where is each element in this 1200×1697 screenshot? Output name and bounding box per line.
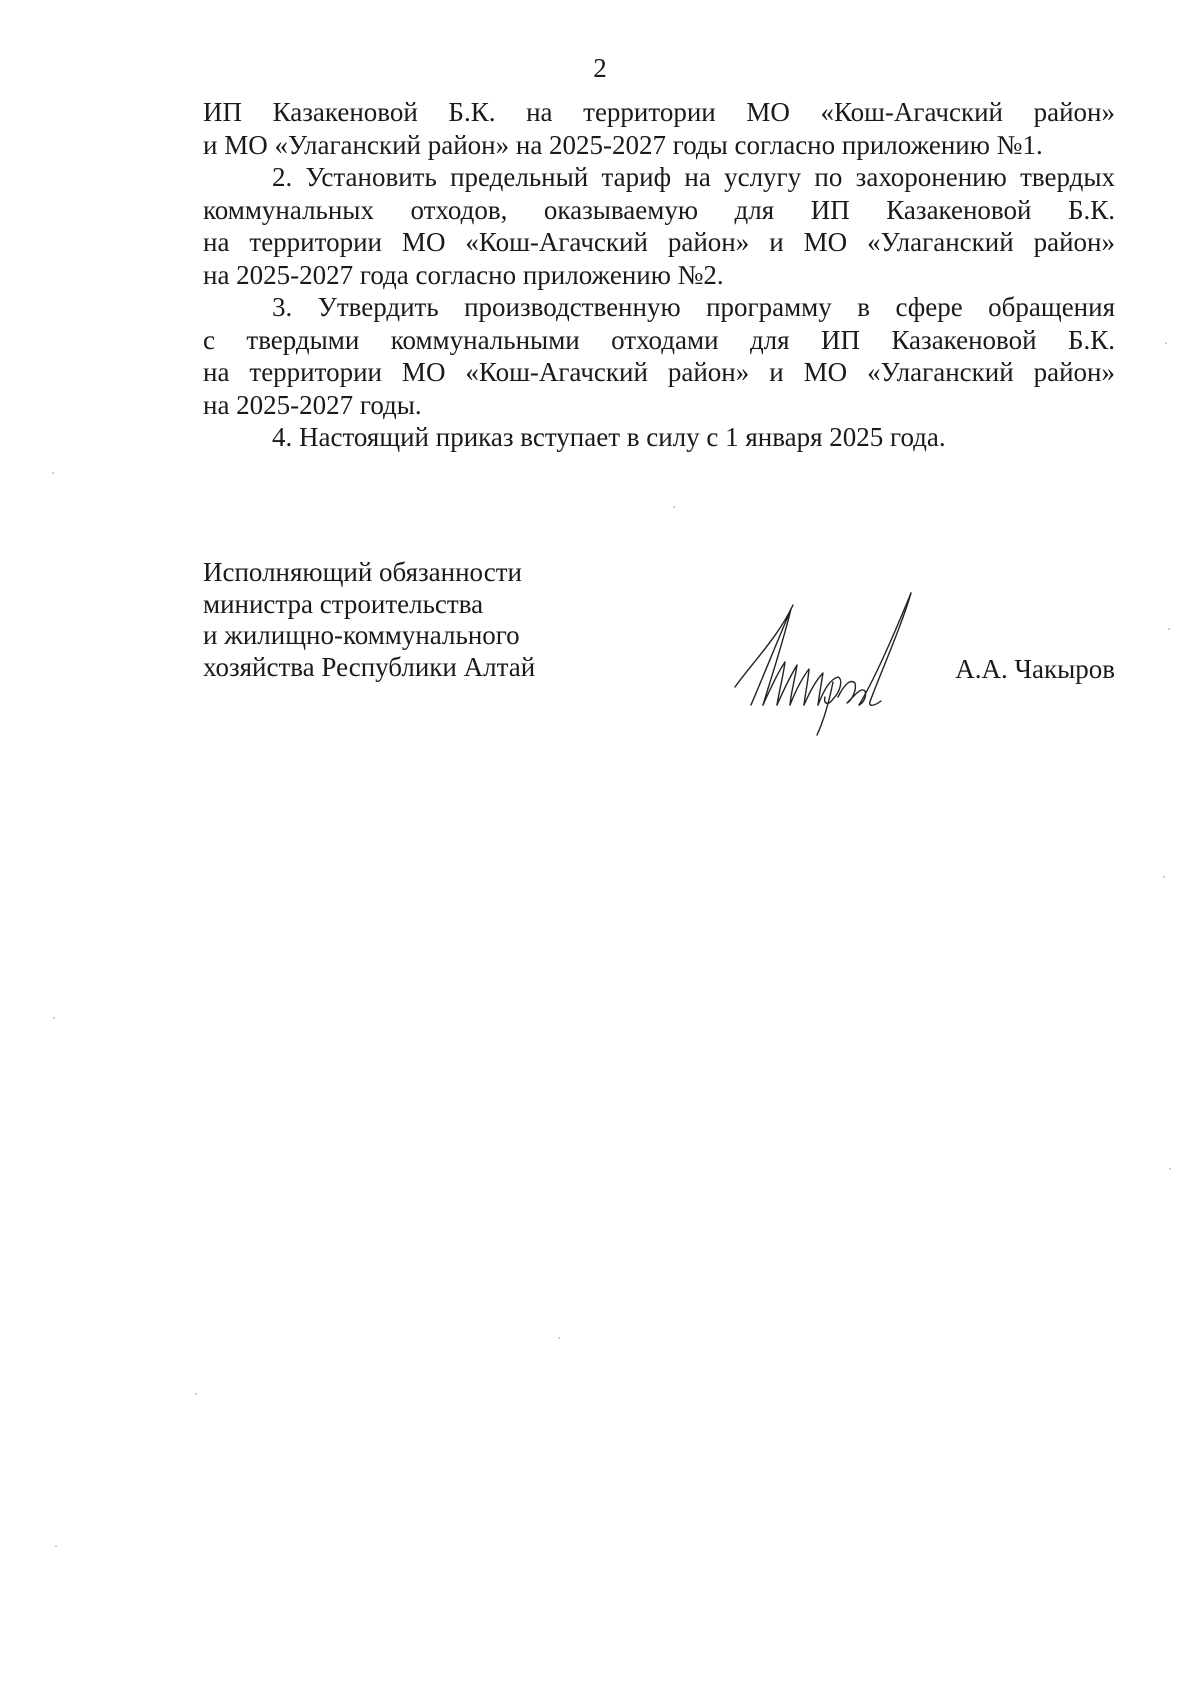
text-line: на 2025-2027 годы. (203, 389, 422, 420)
paragraph-item-2 (203, 161, 1115, 291)
text-line: на территории МО «Кош-Агачский район» и МО «Улаганский район» (203, 227, 1115, 257)
order-body (203, 96, 1115, 454)
text-line: на 2025-2027 года согласно приложению №2. (203, 259, 724, 290)
signer-name: А.А. Чакыров (955, 654, 1115, 684)
scan-speck (1163, 876, 1165, 878)
handwritten-signature (733, 587, 963, 737)
text-line: 3. Утвердить производственную программу в сфере обращения (272, 292, 1115, 322)
scan-speck (55, 1545, 57, 1547)
position-line: министра строительства (203, 588, 484, 619)
text-line: на территории МО «Кош-Агачский район» и МО «Улаганский район» (203, 357, 1115, 387)
paragraph-item-3 (203, 291, 1115, 421)
paragraph-item-4 (203, 421, 1115, 454)
position-line: Исполняющий обязанности (203, 557, 522, 587)
scan-speck (1165, 342, 1167, 344)
position-line: хозяйства Республики Алтай (203, 651, 536, 682)
scan-speck (52, 472, 54, 474)
signer-position (203, 557, 603, 683)
scan-speck (1168, 628, 1170, 630)
page-number: 2 (593, 53, 607, 83)
text-line: 2. Установить предельный тариф на услугу по захоронению твердых (272, 162, 1115, 192)
signature-block (203, 557, 1115, 737)
text-line: 4. Настоящий приказ вступает в силу с 1 января 2025 года. (272, 422, 946, 452)
text-line: и МО «Улаганский район» на 2025-2027 годы согласно приложению №1. (203, 129, 1043, 160)
text-line: с твердыми коммунальными отходами для ИП Казакеновой Б.К. (203, 324, 1115, 355)
text-line: ИП Казакеновой Б.К. на территории МО «Кош-Агачский район» (203, 97, 1115, 127)
scan-speck (673, 506, 675, 508)
scan-speck (558, 1337, 560, 1339)
scan-speck (1169, 1168, 1171, 1170)
position-line: и жилищно-коммунального (203, 620, 520, 650)
scan-speck (195, 1393, 197, 1395)
scan-speck (53, 1017, 55, 1019)
text-line: коммунальных отходов, оказываемую для ИП Казакеновой Б.К. (203, 194, 1115, 225)
paragraph-continuation (203, 96, 1115, 161)
